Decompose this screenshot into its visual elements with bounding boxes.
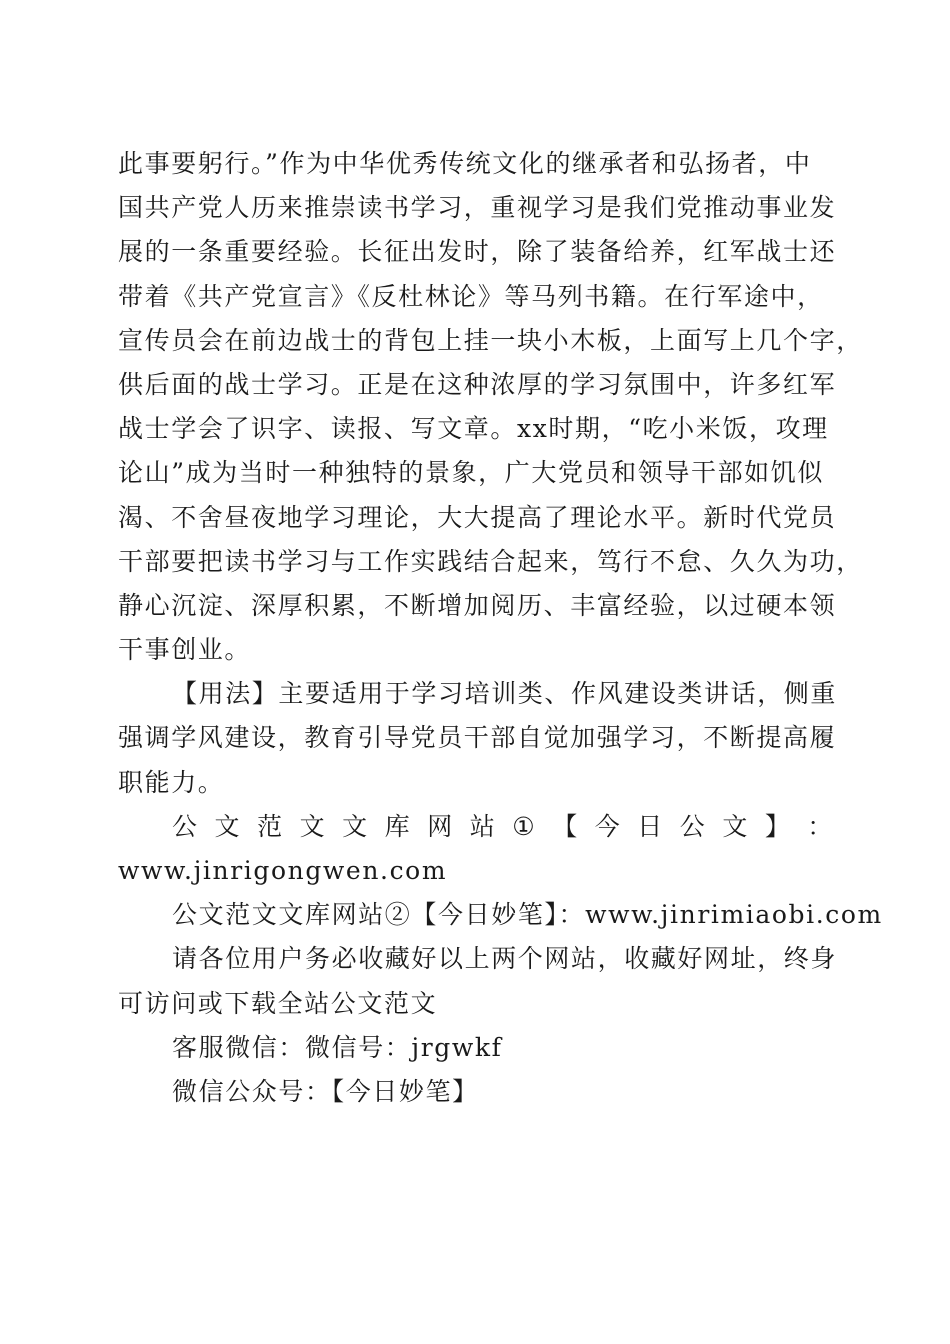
site1-char: 站 <box>469 811 497 841</box>
paragraph-line: 带着《共产党宣言》《反杜林论》等马列书籍。在行军途中， <box>118 281 824 311</box>
site1-char: ： <box>807 811 834 841</box>
site1-char: 库 <box>384 811 412 841</box>
paragraph-line: 干部要把读书学习与工作实践结合起来，笃行不怠、久久为功， <box>118 546 863 576</box>
site1-char: 文 <box>342 811 369 841</box>
main-paragraph <box>118 142 863 672</box>
paragraph-line: 供后面的战士学习。正是在这种浓厚的学习氛围中，许多红军 <box>118 369 837 399</box>
site1-char: 网 <box>427 811 454 841</box>
paragraph-line: 论山”成为当时一种独特的景象，广大党员和领导干部如饥似 <box>118 458 824 488</box>
document-body <box>118 142 883 1114</box>
paragraph-line: 【用法】主要适用于学习培训类、作风建设类讲话，侧重 <box>172 679 838 709</box>
paragraph-line: 职能力。 <box>118 767 225 797</box>
site1-char: 范 <box>257 811 284 841</box>
site1-char: 公 <box>172 811 199 841</box>
wechat-service: 客服微信：微信号：jrgwkf <box>172 1032 503 1062</box>
footer-info <box>118 805 883 1114</box>
site1-char: 文 <box>214 811 242 841</box>
site1-url: www.jinrigongwen.com <box>118 856 448 885</box>
site1-char: 文 <box>299 811 327 841</box>
paragraph-line: 展的一条重要经验。长征出发时，除了装备给养，红军战士还 <box>118 237 837 267</box>
paragraph-line: 干事创业。 <box>118 635 252 665</box>
site1-char: 公 <box>679 811 707 841</box>
paragraph-line: 战士学会了识字、读报、写文章。xx时期，“吃小米饭，攻理 <box>118 414 829 444</box>
site1-char: 文 <box>722 811 749 841</box>
paragraph-line: 宣传员会在前边战士的背包上挂一块小木板，上面写上几个字， <box>118 325 863 355</box>
site1-char: ① <box>512 811 537 841</box>
notice-line: 可访问或下载全站公文范文 <box>118 988 438 1018</box>
site1-char: 】 <box>764 811 792 841</box>
site1-char: 【 <box>552 811 579 841</box>
paragraph-line: 国共产党人历来推崇读书学习，重视学习是我们党推动事业发 <box>118 193 837 223</box>
site1-char: 今 <box>594 811 622 841</box>
notice-line: 请各位用户务必收藏好以上两个网站，收藏好网址，终身 <box>172 944 838 974</box>
usage-paragraph <box>118 672 838 805</box>
paragraph-line: 静心沉淀、深厚积累，不断增加阅历、丰富经验，以过硬本领 <box>118 590 837 620</box>
paragraph-line: 强调学风建设，教育引导党员干部自觉加强学习，不断提高履 <box>118 723 837 753</box>
paragraph-line: 此事要躬行。”作为中华优秀传统文化的继承者和弘扬者，中 <box>118 149 812 178</box>
site1-line <box>118 805 834 849</box>
site1-char: 日 <box>637 811 664 841</box>
site2-line: 公文范文文库网站②【今日妙笔】：www.jinrimiaobi.com <box>172 900 883 930</box>
paragraph-line: 渴、不舍昼夜地学习理论，大大提高了理论水平。新时代党员 <box>118 502 837 532</box>
wechat-public: 微信公众号：【今日妙笔】 <box>172 1076 479 1106</box>
